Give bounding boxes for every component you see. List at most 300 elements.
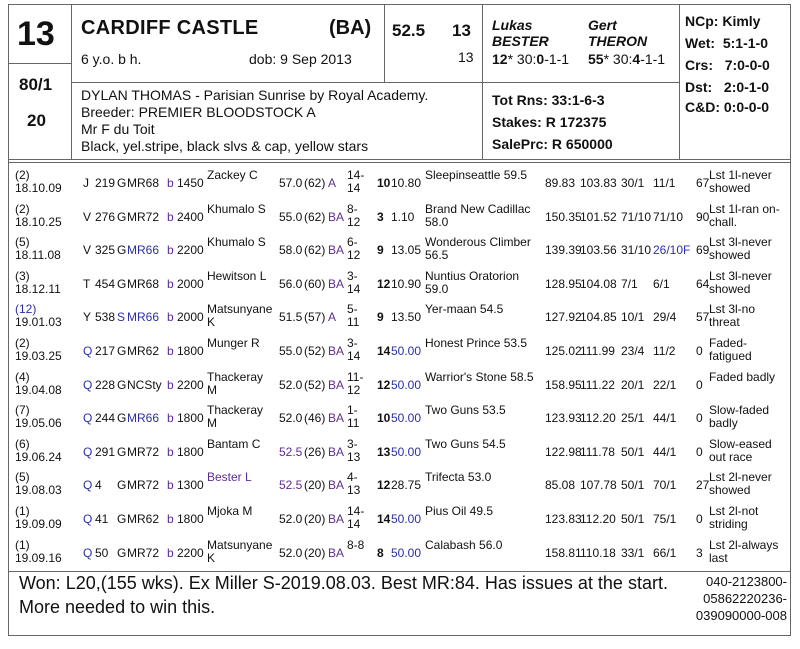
cell-winner: Pius Oil 49.5 xyxy=(425,504,494,518)
cell-rtgtype: BA xyxy=(328,512,345,526)
weight-panel xyxy=(384,5,483,83)
cell-fld: 12 xyxy=(377,377,391,392)
table-row xyxy=(9,234,790,267)
cell-comment: Lst 2l-not striding xyxy=(709,504,759,531)
cell-going: S xyxy=(117,310,126,325)
cell-draw: 11-12 xyxy=(347,369,364,397)
cell-fld: 10 xyxy=(377,176,391,190)
cell-len: 2400 xyxy=(177,209,204,224)
cell-pos xyxy=(15,404,75,430)
cell-sp: 31/10 xyxy=(621,243,652,258)
cell-tr: Y xyxy=(83,310,92,325)
cell-len: 2200 xyxy=(177,377,204,392)
trainer-name: Gert THERON xyxy=(588,17,648,49)
cell-rtgtype: BA xyxy=(328,411,345,426)
cell-draw: 8-12 xyxy=(347,201,361,229)
cell-time: 122.98 xyxy=(545,444,582,459)
cell-mrt: 111.99 xyxy=(580,344,615,358)
cell-dist: 219 xyxy=(95,176,116,190)
cell-time: 158.95 xyxy=(545,377,582,392)
cell-odds: 50.00 xyxy=(391,545,422,560)
cell-odds: 13.50 xyxy=(391,310,422,325)
age-description: 6 y.o. b h. xyxy=(81,51,142,67)
race-date: 19.04.08 xyxy=(15,382,62,397)
cell-dist: 41 xyxy=(95,512,109,526)
cell-fig: 57 xyxy=(696,310,710,325)
cell-dist: 50 xyxy=(95,545,109,560)
race-comment: Won: L20,(155 wks). Ex Miller S-2019.08.03. Best MR:84. Has issues at the start. More needed to win this. xyxy=(19,573,668,617)
stakes: Stakes: R 172375 xyxy=(492,114,607,130)
cell-wt: 55.0 xyxy=(279,209,303,224)
stat-ncp: NCp: Kimly xyxy=(685,13,761,29)
cell-fig: 3 xyxy=(696,545,703,560)
divider xyxy=(9,63,71,64)
cell-rtg: (62) xyxy=(304,176,326,190)
cell-going: G xyxy=(117,276,127,291)
cell-comment: Faded-fatigued xyxy=(709,336,752,363)
cell-rtg: (57) xyxy=(304,310,326,325)
cell-type: MR66 xyxy=(127,310,160,325)
cell-tr: Q xyxy=(83,545,93,560)
table-row xyxy=(9,537,790,570)
cell-pl: 70/1 xyxy=(653,478,677,493)
weight: 52.5 xyxy=(392,21,426,40)
cell-odds: 1.10 xyxy=(391,209,415,224)
cell-pos xyxy=(15,471,75,497)
cell-draw: 3-14 xyxy=(347,336,361,363)
cell-pos xyxy=(15,203,75,229)
cell-wt: 52.0 xyxy=(279,411,303,426)
race-date: 19.08.03 xyxy=(15,483,62,498)
cell-dist: 291 xyxy=(95,444,116,459)
cell-pos xyxy=(15,236,75,262)
cell-rtg: (62) xyxy=(304,209,326,224)
cell-rtgtype: A xyxy=(328,176,337,190)
cell-blk: b xyxy=(167,444,174,459)
cell-blk: b xyxy=(167,344,174,358)
cell-type: MR68 xyxy=(127,276,160,291)
cell-comment: Slow-eased out race xyxy=(709,436,772,464)
cell-fig: 0 xyxy=(696,377,703,392)
cell-tr: T xyxy=(83,276,91,291)
race-date: 19.06.24 xyxy=(15,449,62,464)
cell-dist: 538 xyxy=(95,310,116,325)
cell-winner: Two Guns 54.5 xyxy=(425,436,506,451)
table-row xyxy=(9,335,790,368)
cell-sp: 71/10 xyxy=(621,209,652,224)
cell-pl: 66/1 xyxy=(653,545,677,560)
finish-position: (12) xyxy=(15,302,37,317)
cell-tr: Q xyxy=(83,377,93,392)
cell-type: MR62 xyxy=(127,512,160,526)
cell-time: 89.83 xyxy=(545,176,576,190)
jockey-name: Lukas BESTER xyxy=(492,17,549,49)
cell-fld: 13 xyxy=(377,444,391,459)
cell-comment: Slow-faded badly xyxy=(709,403,770,431)
condition-stats-panel xyxy=(679,5,791,159)
cell-mrt: 104.85 xyxy=(580,310,617,325)
odds: 80/1 xyxy=(19,75,53,94)
cell-pl: 29/4 xyxy=(653,310,677,325)
cell-fld: 14 xyxy=(377,344,391,358)
cell-rtgtype: BA xyxy=(328,344,345,358)
cell-fld: 12 xyxy=(377,276,391,291)
cell-len: 2200 xyxy=(177,545,204,560)
cell-comment: Lst 2l-always last xyxy=(709,537,779,565)
cell-blk: b xyxy=(167,377,174,392)
cell-fig: 0 xyxy=(696,512,703,526)
cell-draw: 4-13 xyxy=(347,470,361,498)
cell-going: G xyxy=(117,545,127,560)
cell-jockey: Khumalo S xyxy=(207,201,266,216)
cell-going: G xyxy=(117,243,127,258)
cell-dist: 244 xyxy=(95,411,116,426)
cell-rtg: (52) xyxy=(304,377,326,392)
cell-tr: V xyxy=(83,209,92,224)
cell-pl: 71/10 xyxy=(653,209,684,224)
cell-mrt: 111.78 xyxy=(580,444,615,459)
cell-type: MR62 xyxy=(127,344,160,358)
cell-sp: 33/1 xyxy=(621,545,645,560)
cell-going: G xyxy=(117,176,127,190)
trainer-stats: 55* 30:4-1-1 xyxy=(588,51,666,67)
cell-wt: 52.0 xyxy=(279,377,303,392)
cell-pos xyxy=(15,505,75,531)
cell-comment: Lst 3l-never showed xyxy=(709,235,772,263)
cell-winner: Trifecta 53.0 xyxy=(425,470,492,485)
cell-dist: 454 xyxy=(95,276,116,291)
cell-winner: Honest Prince 53.5 xyxy=(425,336,528,350)
owner: Mr F du Toit xyxy=(81,121,155,137)
cell-blk: b xyxy=(167,209,174,224)
cell-going: G xyxy=(117,344,127,358)
cell-rtg: (52) xyxy=(304,344,326,358)
cell-tr: Q xyxy=(83,411,93,426)
race-date: 18.12.11 xyxy=(15,281,61,296)
cell-pl: 44/1 xyxy=(653,411,677,426)
cell-jockey: Matsunyane K xyxy=(207,537,273,565)
finish-position: (1) xyxy=(15,504,30,518)
cell-winner: Sleepinseattle 59.5 xyxy=(425,168,528,182)
jockey-stats: 12* 30:0-1-1 xyxy=(492,51,570,67)
table-row xyxy=(9,301,790,334)
cell-winner: Nuntius Oratorion 59.0 xyxy=(425,268,520,296)
cell-going: G xyxy=(117,512,127,526)
race-date: 18.10.25 xyxy=(15,214,62,229)
finish-position: (5) xyxy=(15,235,30,250)
cell-pl: 11/2 xyxy=(653,344,676,358)
cell-odds: 10.90 xyxy=(391,276,422,291)
cell-fig: 64 xyxy=(696,276,710,291)
cell-winner: Warrior's Stone 58.5 xyxy=(425,369,534,384)
cell-sp: 50/1 xyxy=(621,444,645,459)
cell-rtgtype: A xyxy=(328,310,337,325)
cell-tr: J xyxy=(83,176,89,190)
cell-blk: b xyxy=(167,176,174,190)
cell-tr: V xyxy=(83,243,92,258)
cell-jockey: Thackeray M xyxy=(207,369,264,397)
cell-type: NCSty xyxy=(127,377,162,392)
cell-going: G xyxy=(117,478,127,493)
cell-mrt: 112.20 xyxy=(580,512,616,526)
cell-mrt: 111.22 xyxy=(580,377,615,392)
past-races-table xyxy=(9,167,790,571)
rating: 20 xyxy=(27,111,46,130)
cell-fld: 9 xyxy=(377,243,384,258)
cell-wt: 57.0 xyxy=(279,176,303,190)
table-row xyxy=(9,503,790,536)
race-date: 19.03.25 xyxy=(15,349,62,363)
cell-blk: b xyxy=(167,243,174,258)
race-date: 19.01.03 xyxy=(15,315,62,330)
cell-jockey: Thackeray M xyxy=(207,403,264,431)
cell-wt: 52.0 xyxy=(279,545,303,560)
finish-position: (6) xyxy=(15,436,30,451)
cell-pl: 75/1 xyxy=(653,512,677,526)
cell-odds: 50.00 xyxy=(391,512,422,526)
cell-rtgtype: BA xyxy=(328,478,345,493)
cell-dist: 4 xyxy=(95,478,102,493)
cell-blk: b xyxy=(167,310,174,325)
cell-type: MR66 xyxy=(127,243,160,258)
cell-mrt: 103.56 xyxy=(580,243,617,258)
race-date: 19.09.09 xyxy=(15,517,62,531)
cell-len: 2000 xyxy=(177,310,204,325)
cell-comment: Lst 3l-never showed xyxy=(709,268,772,296)
cell-pl: 26/10F xyxy=(653,243,691,258)
cell-mrt: 103.83 xyxy=(580,176,617,190)
cell-rtg: (62) xyxy=(304,243,326,258)
cell-wt: 52.5 xyxy=(279,444,303,459)
cell-dist: 228 xyxy=(95,377,116,392)
cell-sp: 50/1 xyxy=(621,512,645,526)
horse-name: CARDIFF CASTLE xyxy=(81,17,259,39)
cell-fig: 69 xyxy=(696,243,710,258)
cell-type: MR72 xyxy=(127,545,160,560)
cell-time: 158.81 xyxy=(545,545,582,560)
pedigree: DYLAN THOMAS - Parisian Sunrise by Royal Academy. xyxy=(81,87,429,103)
cell-time: 128.95 xyxy=(545,276,582,291)
sale-price: SalePrc: R 650000 xyxy=(492,136,613,152)
cell-time: 139.39 xyxy=(545,243,582,258)
cell-rtg: (20) xyxy=(304,545,326,560)
cell-winner: Calabash 56.0 xyxy=(425,537,503,552)
stat-dst: Dst: 2:0-1-0 xyxy=(685,79,770,95)
cell-comment: Lst 3l-no threat xyxy=(709,302,756,330)
cell-sp: 50/1 xyxy=(621,478,645,493)
cell-odds: 50.00 xyxy=(391,444,422,459)
table-row xyxy=(9,436,790,469)
cell-odds: 28.75 xyxy=(391,478,422,493)
cell-type: MR72 xyxy=(127,209,160,224)
cell-type: MR66 xyxy=(127,411,160,426)
date-of-birth: dob: 9 Sep 2013 xyxy=(249,51,352,67)
cell-rtg: (20) xyxy=(304,512,326,526)
cell-sp: 20/1 xyxy=(621,377,645,392)
reference-codes: 040-2123800- 05862220236- 039090000-008 xyxy=(695,574,787,623)
cell-dist: 325 xyxy=(95,243,116,258)
cell-fig: 0 xyxy=(696,411,703,426)
cell-rtgtype: BA xyxy=(328,209,345,224)
cell-wt: 55.0 xyxy=(279,344,303,358)
career-totals-panel xyxy=(482,82,680,159)
finish-position: (4) xyxy=(15,369,30,384)
cell-jockey: Bantam C xyxy=(207,436,261,451)
cell-rtgtype: BA xyxy=(328,444,345,459)
cell-fld: 12 xyxy=(377,478,391,493)
cell-pl: 44/1 xyxy=(653,444,677,459)
cell-time: 85.08 xyxy=(545,478,576,493)
table-row xyxy=(9,167,790,200)
cell-fig: 90 xyxy=(696,209,710,224)
runner-number: 13 xyxy=(17,15,55,53)
cell-going: G xyxy=(117,209,127,224)
cell-pos xyxy=(15,270,75,296)
stat-cd: C&D: 0:0-0-0 xyxy=(685,99,770,115)
cell-time: 150.35 xyxy=(545,209,582,224)
cell-pos xyxy=(15,169,75,195)
cell-odds: 50.00 xyxy=(391,411,422,426)
cell-draw: 14-14 xyxy=(347,168,365,195)
cell-rtg: (60) xyxy=(304,276,326,291)
race-date: 18.11.08 xyxy=(15,248,61,263)
cell-fig: 67 xyxy=(696,176,710,190)
cell-fig: 27 xyxy=(696,478,710,493)
finish-position: (5) xyxy=(15,470,30,485)
cell-mrt: 101.52 xyxy=(580,209,617,224)
stat-wet: Wet: 5:1-1-0 xyxy=(685,35,768,51)
cell-tr: Q xyxy=(83,478,93,493)
cell-pos xyxy=(15,371,75,397)
table-row xyxy=(9,402,790,435)
merit-rating-sub: 13 xyxy=(458,49,474,65)
cell-fld: 14 xyxy=(377,512,391,526)
cell-fig: 0 xyxy=(696,444,703,459)
cell-len: 1300 xyxy=(177,478,204,493)
cell-len: 1800 xyxy=(177,512,204,526)
cell-rtgtype: BA xyxy=(328,276,345,291)
finish-position: (1) xyxy=(15,537,30,552)
cell-jockey: Munger R xyxy=(207,336,260,350)
cell-blk: b xyxy=(167,411,174,426)
cell-len: 2200 xyxy=(177,243,204,258)
cell-comment: Lst 1l-ran on-chall. xyxy=(709,201,780,229)
jockey-trainer-panel xyxy=(482,5,680,83)
cell-time: 125.02 xyxy=(545,344,582,358)
cell-going: G xyxy=(117,444,127,459)
cell-time: 127.92 xyxy=(545,310,582,325)
cell-wt: 52.0 xyxy=(279,512,303,526)
cell-odds: 10.80 xyxy=(391,176,422,190)
pedigree-panel xyxy=(71,82,483,159)
cell-pl: 22/1 xyxy=(653,377,677,392)
cell-comment: Faded badly xyxy=(709,369,776,384)
cell-odds: 50.00 xyxy=(391,377,422,392)
cell-draw: 3-14 xyxy=(347,268,361,296)
merit-rating: 13 xyxy=(452,21,471,40)
cell-blk: b xyxy=(167,512,174,526)
finish-position: (2) xyxy=(15,168,30,182)
cell-len: 1450 xyxy=(177,176,204,190)
cell-jockey: Hewitson L xyxy=(207,268,267,283)
cell-winner: Wonderous Climber 56.5 xyxy=(425,235,531,263)
cell-draw: 3-13 xyxy=(347,436,361,464)
cell-time: 123.83 xyxy=(545,512,582,526)
total-runs: Tot Rns: 33:1-6-3 xyxy=(492,92,605,108)
table-row xyxy=(9,469,790,502)
breeder: Breeder: PREMIER BLOODSTOCK A xyxy=(81,104,316,120)
cell-going: G xyxy=(117,377,127,392)
cell-draw: 5-11 xyxy=(347,302,360,330)
cell-jockey: Bester L xyxy=(207,470,252,485)
cell-sp: 7/1 xyxy=(621,276,638,291)
cell-mrt: 107.78 xyxy=(580,478,617,493)
cell-winner: Two Guns 53.5 xyxy=(425,403,506,418)
table-row xyxy=(9,201,790,234)
cell-mrt: 110.18 xyxy=(580,545,616,560)
cell-jockey: Matsunyane K xyxy=(207,302,273,330)
cell-odds: 50.00 xyxy=(391,344,422,358)
race-card xyxy=(8,4,791,636)
cell-sp: 30/1 xyxy=(621,176,645,190)
cell-rtgtype: BA xyxy=(328,377,345,392)
colours: Black, yel.stripe, black slvs & cap, yellow stars xyxy=(81,138,369,154)
race-date: 19.09.16 xyxy=(15,550,62,565)
stat-crs: Crs: 7:0-0-0 xyxy=(685,57,770,73)
cell-len: 2000 xyxy=(177,276,204,291)
cell-wt: 56.0 xyxy=(279,276,303,291)
race-date: 18.10.09 xyxy=(15,181,62,195)
finish-position: (7) xyxy=(15,403,30,418)
cell-jockey: Mjoka M xyxy=(207,504,253,518)
cell-fig: 0 xyxy=(696,344,703,358)
cell-fld: 9 xyxy=(377,310,384,325)
cell-jockey: Khumalo S xyxy=(207,235,266,250)
cell-going: G xyxy=(117,411,127,426)
cell-pos xyxy=(15,539,75,565)
cell-tr: Q xyxy=(83,344,93,358)
cell-pl: 11/1 xyxy=(653,176,676,190)
cell-fld: 3 xyxy=(377,209,384,224)
table-row xyxy=(9,268,790,301)
cell-mrt: 112.20 xyxy=(580,411,616,426)
horse-country: (BA) xyxy=(329,17,372,39)
finish-position: (3) xyxy=(15,268,30,283)
cell-type: MR68 xyxy=(127,176,160,190)
cell-rtg: (26) xyxy=(304,444,326,459)
cell-draw: 8-8 xyxy=(347,537,365,552)
cell-pos xyxy=(15,337,75,363)
horse-title-panel xyxy=(71,5,385,83)
cell-rtg: (20) xyxy=(304,478,326,493)
cell-sp: 23/4 xyxy=(621,344,645,358)
cell-blk: b xyxy=(167,478,174,493)
cell-type: MR72 xyxy=(127,444,160,459)
cell-draw: 1-11 xyxy=(347,403,360,431)
cell-sp: 10/1 xyxy=(621,310,645,325)
cell-rtg: (46) xyxy=(304,411,326,426)
cell-sp: 25/1 xyxy=(621,411,645,426)
cell-mrt: 104.08 xyxy=(580,276,617,291)
cell-fld: 8 xyxy=(377,545,384,560)
cell-winner: Yer-maan 54.5 xyxy=(425,302,504,317)
cell-draw: 14-14 xyxy=(347,504,365,531)
table-row xyxy=(9,369,790,402)
cell-wt: 58.0 xyxy=(279,243,303,258)
race-date: 19.05.06 xyxy=(15,416,62,431)
cell-comment: Lst 1l-never showed xyxy=(709,168,772,195)
cell-odds: 13.05 xyxy=(391,243,422,258)
